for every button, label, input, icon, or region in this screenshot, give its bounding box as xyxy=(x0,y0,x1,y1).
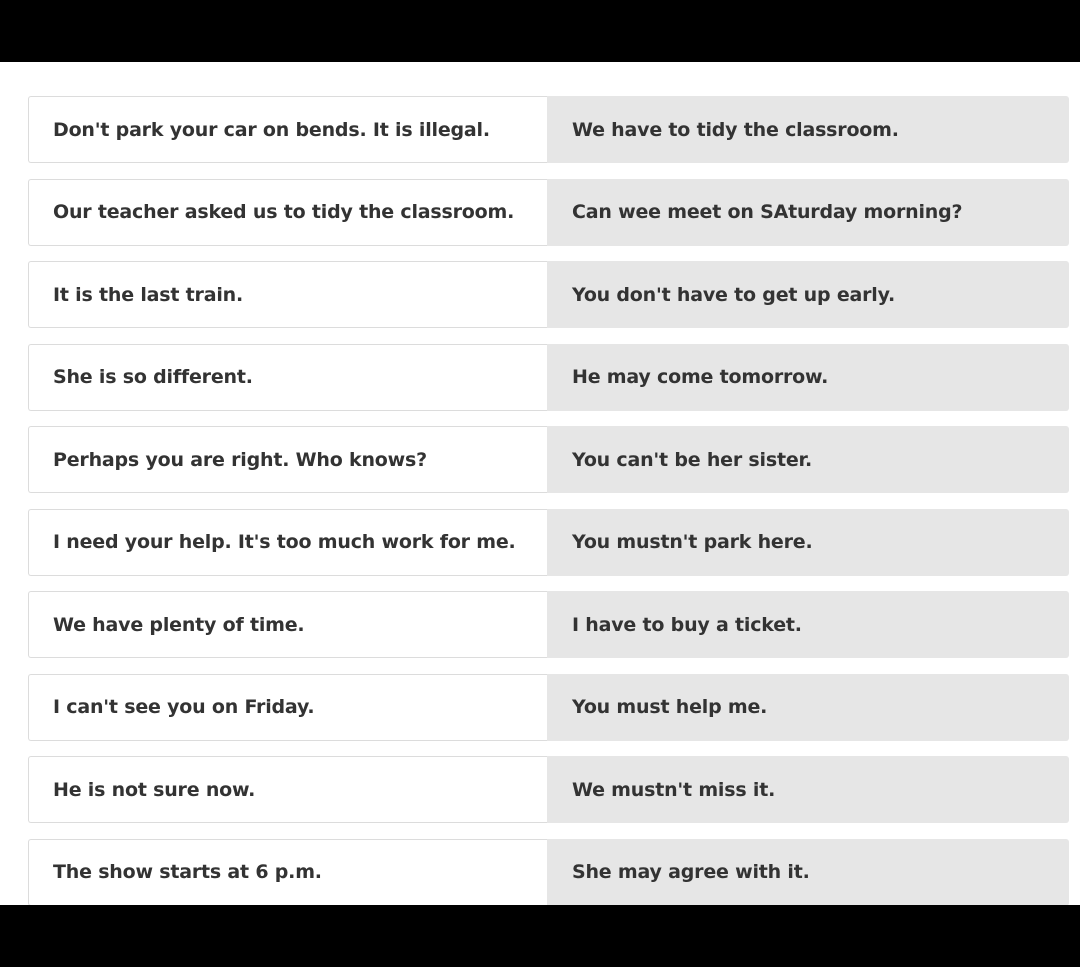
answer-item[interactable]: She may agree with it. xyxy=(547,839,1069,906)
prompt-item: I can't see you on Friday. xyxy=(28,674,547,741)
answer-item[interactable]: You don't have to get up early. xyxy=(547,261,1069,328)
answer-item[interactable]: I have to buy a ticket. xyxy=(547,591,1069,658)
match-row xyxy=(28,756,1069,823)
answer-item[interactable]: You can't be her sister. xyxy=(547,426,1069,493)
prompt-item: I need your help. It's too much work for me. xyxy=(28,509,547,576)
prompt-item: We have plenty of time. xyxy=(28,591,547,658)
answer-item[interactable]: Can wee meet on SAturday morning? xyxy=(547,179,1069,246)
match-row xyxy=(28,261,1069,328)
match-row xyxy=(28,426,1069,493)
match-row xyxy=(28,839,1069,906)
prompt-item: The show starts at 6 p.m. xyxy=(28,839,547,906)
match-row xyxy=(28,179,1069,246)
prompt-item: Perhaps you are right. Who knows? xyxy=(28,426,547,493)
answer-item[interactable]: You mustn't park here. xyxy=(547,509,1069,576)
match-row xyxy=(28,96,1069,163)
answer-item[interactable]: We mustn't miss it. xyxy=(547,756,1069,823)
answer-item[interactable]: He may come tomorrow. xyxy=(547,344,1069,411)
matching-exercise xyxy=(0,62,1080,905)
match-row xyxy=(28,674,1069,741)
match-row xyxy=(28,344,1069,411)
prompt-item: He is not sure now. xyxy=(28,756,547,823)
match-row xyxy=(28,591,1069,658)
match-row xyxy=(28,509,1069,576)
prompt-item: Don't park your car on bends. It is illegal. xyxy=(28,96,547,163)
prompt-item: She is so different. xyxy=(28,344,547,411)
prompt-item: It is the last train. xyxy=(28,261,547,328)
answer-item[interactable]: We have to tidy the classroom. xyxy=(547,96,1069,163)
prompt-item: Our teacher asked us to tidy the classroom. xyxy=(28,179,547,246)
answer-item[interactable]: You must help me. xyxy=(547,674,1069,741)
matching-list xyxy=(28,96,1069,905)
